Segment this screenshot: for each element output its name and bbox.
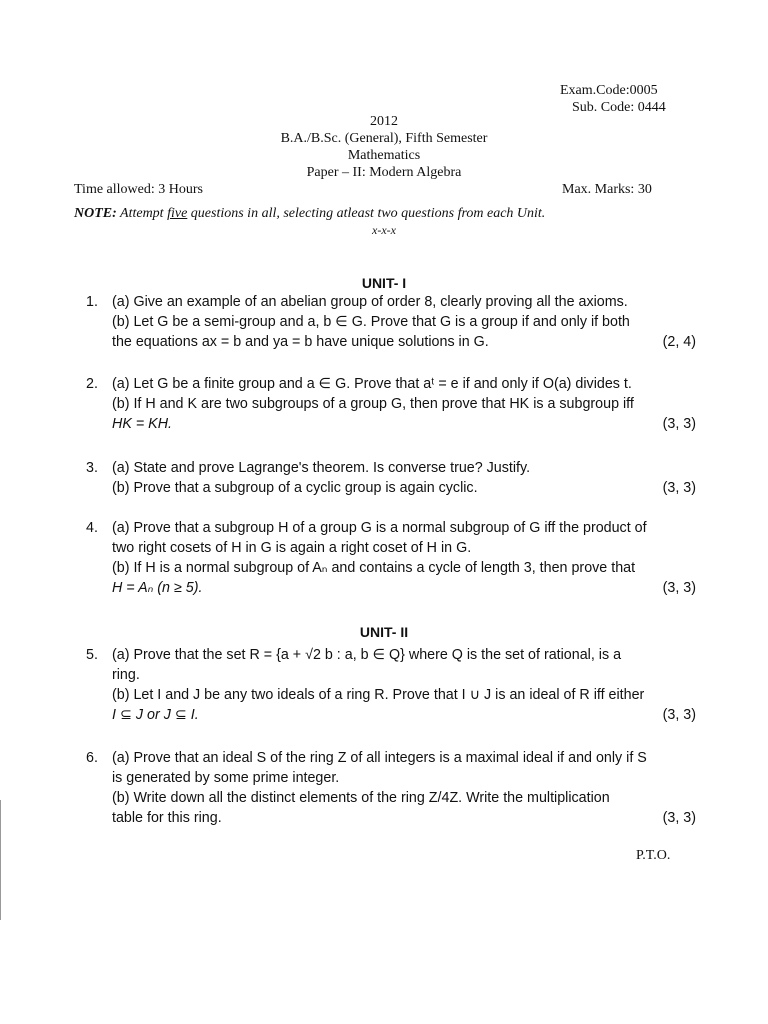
- question-line: (b) If H and K are two subgroups of a group G, then prove that HK is a subgroup iff: [112, 396, 634, 412]
- time-allowed: Time allowed: 3 Hours: [74, 182, 203, 197]
- question-marks: (3, 3): [662, 580, 696, 596]
- course-title: B.A./B.Sc. (General), Fifth Semester: [280, 131, 488, 146]
- question-line: ring.: [112, 667, 140, 683]
- question-line: (a) Give an example of an abelian group of order 8, clearly proving all the axioms.: [112, 294, 628, 310]
- question-line: (a) Prove that a subgroup H of a group G is a normal subgroup of G iff the product of: [112, 520, 647, 536]
- question-line: two right cosets of H in G is again a right coset of H in G.: [112, 540, 472, 556]
- question-number: 6.: [86, 750, 98, 766]
- question-marks: (3, 3): [662, 707, 696, 723]
- exam-year: 2012: [370, 114, 398, 129]
- question-line: (b) If H is a normal subgroup of Aₙ and contains a cycle of length 3, then prove that: [112, 560, 636, 576]
- question-line: (a) State and prove Lagrange's theorem. Is converse true? Justify.: [112, 460, 531, 476]
- unit-title: UNIT- I: [361, 275, 407, 291]
- question-marks: (3, 3): [662, 480, 696, 496]
- question-number: 5.: [86, 647, 98, 663]
- question-number: 3.: [86, 460, 98, 476]
- question-marks: (2, 4): [662, 334, 696, 350]
- question-line: the equations ax = b and ya = b have unique solutions in G.: [112, 334, 489, 350]
- question-line: (b) Let I and J be any two ideals of a ring R. Prove that I ∪ J is an ideal of R iff either: [112, 687, 645, 703]
- question-line: (a) Prove that the set R = {a + √2 b : a, b ∈ Q} where Q is the set of rational, is a: [112, 647, 622, 663]
- question-number: 1.: [86, 294, 98, 310]
- exam-code: Exam.Code:0005: [560, 83, 658, 98]
- instructions-note: [74, 206, 545, 222]
- subject-title: Mathematics: [347, 148, 421, 163]
- question-line: (a) Let G be a finite group and a ∈ G. Prove that aᵗ = e if and only if O(a) divides t.: [112, 376, 632, 392]
- question-number: 4.: [86, 520, 98, 536]
- question-line: I ⊆ J or J ⊆ I.: [112, 707, 199, 723]
- note-text-pre: Attempt: [116, 206, 168, 221]
- question-6: [86, 748, 696, 828]
- question-5: [86, 645, 696, 725]
- note-label: NOTE:: [74, 206, 117, 221]
- question-marks: (3, 3): [662, 810, 696, 826]
- question-line: H = Aₙ (n ≥ 5).: [112, 580, 203, 596]
- scan-margin-mark: [0, 800, 1, 920]
- question-2: [86, 374, 696, 434]
- question-1: [86, 292, 696, 352]
- question-number: 2.: [86, 376, 98, 392]
- pto-label: P.T.O.: [636, 848, 671, 863]
- question-line: is generated by some prime integer.: [112, 770, 340, 786]
- question-line: (b) Let G be a semi-group and a, b ∈ G. Prove that G is a group if and only if both: [112, 314, 630, 330]
- question-line: HK = KH.: [112, 416, 172, 432]
- question-marks: (3, 3): [662, 416, 696, 432]
- separator: x-x-x: [372, 223, 396, 237]
- max-marks: Max. Marks: 30: [562, 182, 652, 197]
- question-4: [86, 518, 696, 598]
- question-line: table for this ring.: [112, 810, 222, 826]
- question-line: (b) Write down all the distinct elements of the ring Z/4Z. Write the multiplication: [112, 790, 610, 806]
- note-five: five: [167, 206, 188, 221]
- unit-title: UNIT- II: [359, 624, 409, 640]
- sub-code: Sub. Code: 0444: [572, 100, 666, 115]
- question-line: (a) Prove that an ideal S of the ring Z of all integers is a maximal ideal if and only if S: [112, 750, 647, 766]
- note-text-post: questions in all, selecting atleast two questions from each Unit.: [187, 206, 546, 221]
- question-line: (b) Prove that a subgroup of a cyclic group is again cyclic.: [112, 480, 478, 496]
- paper-title: Paper – II: Modern Algebra: [306, 165, 462, 180]
- question-3: [86, 458, 696, 498]
